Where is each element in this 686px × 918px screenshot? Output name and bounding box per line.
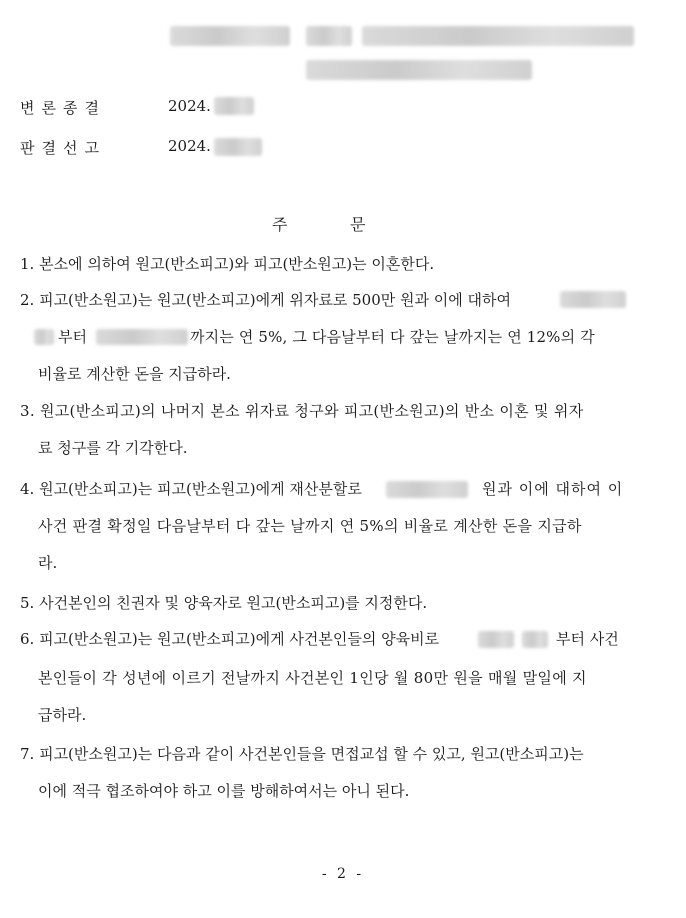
redacted-item-2-date-b [34, 329, 54, 345]
item-4-line-3: 라. [38, 554, 58, 572]
item-4-line-2: 사건 판결 확정일 다음날부터 다 갚는 날까지 연 5%의 비율로 계산한 돈을 지급하 [38, 517, 582, 535]
redacted-verdict-date [214, 138, 262, 156]
verdict-date: 2024. [168, 137, 211, 155]
redacted-title-line-1c [362, 26, 634, 46]
page-number: - 2 - [321, 866, 365, 882]
redacted-item-6-date-b [522, 631, 548, 648]
redacted-item-6-date-a [478, 631, 514, 648]
item-3-line-1: 3. 원고(반소피고)의 나머지 본소 위자료 청구와 피고(반소원고)의 반소 이혼 및 위자 [20, 402, 584, 420]
item-2-line-2a: 부터 [58, 328, 87, 346]
item-3-line-2: 료 청구를 각 기각한다. [38, 439, 188, 457]
verdict-label: 판결선고 [20, 139, 106, 157]
closing-date: 2024. [168, 97, 211, 115]
item-6-line-2: 본인들이 각 성년에 이르기 전날까지 사건본인 1인당 월 80만 원을 매월 말일에 지 [38, 669, 587, 687]
redacted-title-line-1b [306, 26, 352, 46]
item-6-line-3: 급하라. [38, 706, 87, 724]
item-4-line-1a: 4. 원고(반소피고)는 피고(반소원고)에게 재산분할로 [20, 480, 362, 498]
item-4-line-1b: 원과 이에 대하여 이 [482, 480, 624, 498]
item-2-line-2b-text: 까지는 연 5%, 그 다음날부터 다 갚는 날까지는 연 12%의 각 [190, 328, 595, 346]
redacted-item-4-amount [386, 481, 468, 498]
item-6-line-1a: 6. 피고(반소원고)는 원고(반소피고)에게 사건본인들의 양육비로 [20, 630, 440, 648]
redacted-title-line-1a [170, 26, 290, 46]
redacted-closing-date [214, 97, 254, 115]
redacted-item-2-date-a [560, 291, 626, 308]
item-6-line-1b: 부터 사건 [556, 630, 619, 648]
item-2-line-2b [190, 327, 626, 347]
item-2-line-3: 비율로 계산한 돈을 지급하라. [38, 365, 231, 383]
redacted-item-2-date-c [96, 329, 188, 345]
item-1-line-1: 1. 본소에 의하여 원고(반소피고)와 피고(반소원고)는 이혼한다. [20, 255, 435, 273]
item-7-line-2: 이에 적극 협조하여야 하고 이를 방해하여서는 아니 된다. [38, 782, 410, 800]
redacted-title-line-2 [306, 60, 532, 80]
section-title-left: 주 [272, 215, 290, 234]
item-7-line-1: 7. 피고(반소원고)는 다음과 같이 사건본인들을 면접교섭 할 수 있고, 원고(반소피고)는 [20, 745, 584, 763]
item-2-line-1: 2. 피고(반소원고)는 원고(반소피고)에게 위자료로 500만 원과 이에 대하여 [20, 291, 511, 309]
section-title-right: 문 [350, 215, 368, 234]
closing-label: 변론종결 [20, 99, 106, 117]
item-5-line-1: 5. 사건본인의 친권자 및 양육자로 원고(반소피고)를 지정한다. [20, 594, 428, 612]
